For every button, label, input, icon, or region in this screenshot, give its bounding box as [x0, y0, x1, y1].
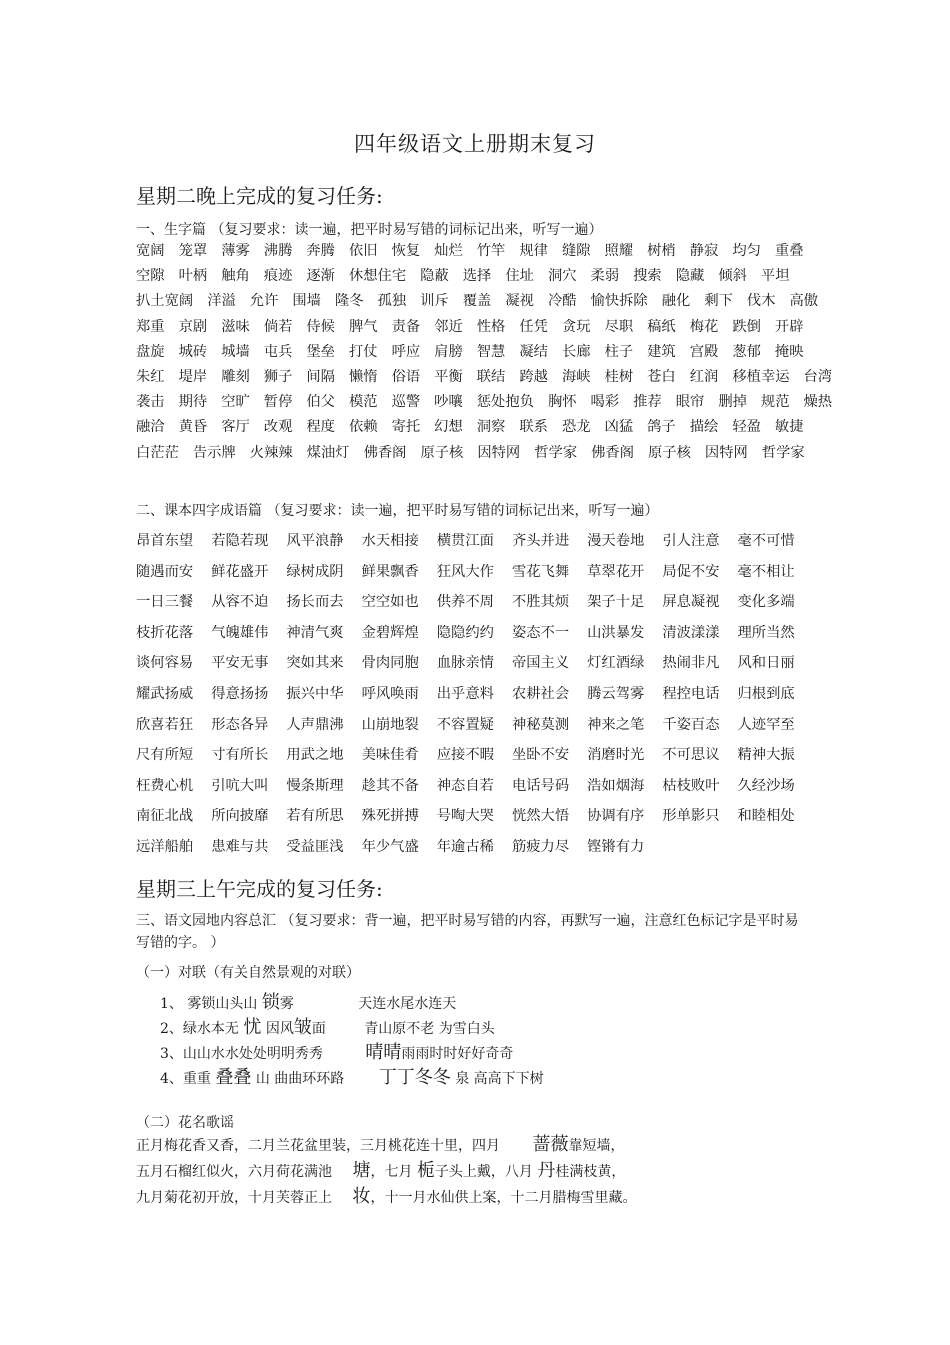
list-item: 覆盖 — [462, 293, 492, 310]
list-item: 敏捷 — [774, 419, 804, 436]
list-item: 尺有所短 — [136, 747, 194, 764]
list-item: 伯父 — [306, 394, 335, 411]
page-title: 四年级语文上册期末复习 — [354, 132, 596, 156]
list-item: 城砖 — [178, 343, 208, 360]
list-item: 煤油灯 — [306, 444, 350, 461]
list-item: 伐木 — [746, 293, 776, 310]
list-item: 隐蔽 — [420, 268, 449, 285]
list-item: 形态各异 — [211, 716, 269, 733]
list-item: 扒土宽阔 — [136, 293, 194, 310]
song-text: 靠短墙， — [568, 1138, 625, 1154]
list-item: 灯红酒绿 — [587, 655, 645, 672]
list-item: 巡警 — [391, 394, 421, 411]
list-item: 触角 — [221, 268, 250, 285]
list-item: 宽阔 — [136, 243, 165, 259]
list-item: 哲学家 — [761, 444, 805, 461]
list-item: 不容置疑 — [436, 716, 494, 733]
list-item: 久经沙场 — [737, 777, 795, 794]
list-item: 跨越 — [519, 369, 548, 386]
list-item: 懒惰 — [348, 369, 378, 386]
list-item: 不胜其烦 — [511, 594, 570, 611]
list-item: 黄昏 — [178, 419, 208, 436]
list-item: 漫天卷地 — [587, 533, 645, 549]
couplet-text: 3、山山水水处处明明秀秀 — [160, 1046, 323, 1062]
list-item: 殊死拼搏 — [361, 808, 419, 825]
list-item: 千姿百态 — [662, 716, 720, 733]
list-item: 移植幸运 — [732, 369, 790, 386]
list-item: 住址 — [505, 268, 534, 285]
list-item: 人声鼎沸 — [286, 716, 344, 733]
list-item: 京剧 — [178, 318, 208, 335]
couplet-text: 1、 雾锁山头山 — [160, 996, 258, 1012]
list-item: 鲜果飘香 — [361, 563, 419, 580]
list-item: 俗语 — [391, 369, 421, 386]
couplet-subheading: （一）对联（有关自然景观的对联） — [136, 965, 360, 981]
list-item: 冷酷 — [547, 293, 577, 310]
list-item: 气魄雄伟 — [211, 624, 269, 641]
list-item: 人迹罕至 — [737, 716, 795, 733]
highlight-char: 蔷薇 — [532, 1134, 569, 1155]
list-item: 海峡 — [561, 369, 591, 386]
list-item: 树梢 — [647, 243, 676, 259]
list-item: 消磨时光 — [587, 747, 645, 764]
couplet-text: 天连水尾水连天 — [358, 996, 457, 1012]
list-item: 剩下 — [704, 293, 733, 310]
highlight-char: 丁丁冬冬 — [378, 1067, 451, 1088]
list-item: 年少气盛 — [361, 838, 419, 855]
highlight-char: 妆 — [352, 1186, 371, 1207]
list-item: 奔腾 — [306, 243, 335, 259]
list-item: 堡垒 — [306, 343, 335, 360]
list-item: 突如其来 — [286, 655, 344, 672]
couplet-text: 泉 高高下下树 — [455, 1071, 544, 1087]
list-item: 佛香阁 — [591, 444, 635, 461]
list-item: 程控电话 — [662, 685, 720, 702]
list-item: 浩如烟海 — [587, 777, 645, 794]
list-item: 欣喜若狂 — [136, 716, 194, 733]
list-item: 帝国主义 — [511, 655, 570, 672]
list-item: 号啕大哭 — [436, 808, 494, 825]
list-item: 笼罩 — [178, 243, 208, 259]
list-item: 屯兵 — [263, 343, 293, 360]
list-item: 平安无事 — [211, 655, 269, 672]
list-item: 铿锵有力 — [587, 838, 645, 855]
list-item: 热闹非凡 — [662, 655, 720, 672]
list-item: 依赖 — [348, 419, 378, 436]
list-item: 惩处抱负 — [476, 394, 534, 411]
couplet-text: 因风 — [265, 1021, 294, 1037]
list-item: 掩映 — [774, 343, 804, 360]
highlight-char: 皱 — [293, 1017, 312, 1038]
list-item: 腾云驾雾 — [587, 685, 645, 702]
list-item: 桂树 — [604, 369, 634, 386]
list-item: 毫不可惜 — [737, 533, 795, 549]
list-item: 风平浪静 — [286, 533, 344, 549]
song-text: 五月石榴红似火，六月荷花满池 — [136, 1164, 332, 1180]
list-item: 原子核 — [420, 444, 464, 461]
list-item: 雕刻 — [221, 369, 250, 386]
list-item: 空隙 — [136, 268, 165, 285]
list-item: 依旧 — [348, 243, 378, 259]
list-item: 高傲 — [789, 293, 819, 310]
list-item: 宫殿 — [689, 343, 719, 360]
list-item: 侍候 — [306, 318, 335, 335]
list-item: 美味佳肴 — [361, 747, 419, 764]
list-item: 风和日丽 — [737, 655, 795, 672]
list-item: 恐龙 — [561, 419, 591, 436]
list-item: 年逾古稀 — [436, 838, 494, 855]
list-item: 喝彩 — [590, 394, 620, 411]
section-1-header: 一、生字篇 （复习要求：读一遍，把平时易写错的词标记出来，听写一遍） — [136, 222, 603, 238]
list-item: 协调有序 — [587, 808, 645, 825]
list-item: 谈何容易 — [136, 655, 194, 672]
list-item: 受益匪浅 — [286, 838, 344, 855]
task-heading-tuesday: 星期二晚上完成的复习任务: — [136, 184, 383, 208]
list-item: 空空如也 — [361, 594, 419, 611]
list-item: 血脉亲情 — [436, 655, 494, 672]
list-item: 远洋船舶 — [136, 838, 194, 855]
couplet-text: 4、重重 — [160, 1071, 211, 1087]
list-item: 搜索 — [633, 268, 662, 285]
list-item: 平衡 — [434, 369, 463, 386]
list-item: 得意扬扬 — [211, 685, 269, 702]
list-item: 滋味 — [221, 318, 250, 335]
song-subheading: （二）花名歌谣 — [136, 1115, 234, 1131]
list-item: 尽职 — [604, 318, 634, 335]
list-item: 电话号码 — [511, 777, 570, 794]
list-item: 照耀 — [604, 243, 634, 259]
couplet-text: 2、绿水本无 — [160, 1021, 239, 1037]
list-item: 一日三餐 — [136, 594, 194, 611]
list-item: 若隐若现 — [211, 533, 269, 549]
couplet-4 — [160, 1063, 544, 1089]
couplet-3 — [160, 1038, 513, 1064]
list-item: 叶柄 — [178, 268, 208, 285]
song-text: 桂满枝黄， — [555, 1164, 626, 1180]
list-item: 农耕社会 — [511, 685, 570, 702]
list-item: 规律 — [519, 243, 548, 259]
list-item: 朱红 — [136, 369, 165, 386]
list-item: 变化多端 — [737, 594, 795, 611]
song-text: 九月菊花初开放，十月芙蓉正上 — [136, 1190, 332, 1206]
list-item: 竹竿 — [476, 243, 506, 259]
list-item: 精神大振 — [737, 747, 795, 764]
list-item: 梅花 — [689, 318, 719, 335]
list-item: 盘旋 — [136, 343, 165, 360]
list-item: 隐藏 — [675, 268, 705, 285]
list-item: 横贯江面 — [436, 533, 494, 549]
song-line-3 — [136, 1184, 636, 1211]
list-item: 改观 — [263, 419, 293, 436]
list-item: 倾斜 — [718, 268, 747, 285]
list-item: 红润 — [689, 369, 719, 386]
list-item: 联系 — [519, 419, 548, 436]
list-item: 痕迹 — [263, 268, 293, 285]
list-item: 围墙 — [292, 293, 321, 310]
list-item: 吵嚷 — [434, 394, 463, 411]
list-item: 胸怀 — [547, 394, 577, 411]
list-item: 稿纸 — [647, 318, 676, 335]
list-item: 佛香阁 — [363, 444, 407, 461]
list-item: 沸腾 — [263, 243, 293, 259]
list-item: 扬长而去 — [286, 594, 344, 611]
list-item: 原子核 — [648, 444, 691, 461]
list-item: 任凭 — [519, 318, 548, 335]
list-item: 燥热 — [803, 394, 833, 411]
list-item: 白茫茫 — [136, 444, 179, 461]
list-item: 呼风唤雨 — [361, 685, 419, 702]
list-item: 城墙 — [221, 343, 250, 360]
list-item: 哲学家 — [534, 444, 578, 461]
list-item: 鸽子 — [647, 419, 676, 436]
list-item: 倘若 — [263, 318, 293, 335]
list-item: 山崩地裂 — [361, 716, 419, 733]
list-item: 隐隐约约 — [436, 624, 494, 641]
list-item: 开辟 — [774, 318, 804, 335]
list-item: 齐头并进 — [511, 533, 570, 549]
list-item: 枉费心机 — [136, 777, 194, 794]
song-line-2 — [136, 1158, 625, 1185]
list-item: 随遇而安 — [136, 563, 194, 580]
list-item: 责备 — [391, 318, 421, 335]
list-item: 休想住宅 — [348, 268, 407, 285]
list-item: 呼应 — [391, 343, 421, 360]
list-item: 供养不周 — [436, 594, 494, 611]
list-item: 凝视 — [505, 293, 534, 310]
list-item: 神清气爽 — [286, 624, 344, 641]
list-item: 幻想 — [434, 419, 463, 436]
highlight-char: 锁 — [261, 992, 280, 1013]
list-item: 薄雾 — [221, 243, 250, 259]
list-item: 骨肉同胞 — [361, 655, 419, 672]
list-item: 删掉 — [718, 394, 747, 411]
list-item: 振兴中华 — [286, 685, 344, 702]
list-item: 融洽 — [136, 419, 165, 436]
list-item: 从容不迫 — [211, 594, 269, 611]
couplet-text: 雨雨时时好好奇奇 — [401, 1046, 514, 1062]
list-item: 寄托 — [391, 419, 421, 436]
list-item: 洞穴 — [547, 268, 577, 285]
song-text: 正月梅花香又香，二月兰花盆里装，三月桃花连十里，四月 — [136, 1138, 500, 1154]
list-item: 洋溢 — [207, 293, 236, 310]
list-item: 选择 — [462, 268, 492, 285]
song-text: ，十一月水仙供上案，十二月腊梅雪里藏。 — [370, 1190, 637, 1206]
couplet-2 — [160, 1013, 495, 1039]
list-item: 孤独 — [377, 293, 407, 310]
list-item: 南征北战 — [136, 808, 194, 825]
list-item: 空旷 — [221, 394, 250, 411]
list-item: 理所当然 — [737, 624, 795, 641]
list-item: 耀武扬威 — [136, 685, 194, 702]
list-item: 规范 — [760, 394, 790, 411]
task-heading-wednesday: 星期三上午完成的复习任务: — [136, 877, 383, 901]
list-item: 火辣辣 — [249, 444, 293, 461]
list-item: 模范 — [348, 394, 378, 411]
couplet-text: 面 — [311, 1021, 326, 1037]
couplet-text: 山 曲曲环环路 — [255, 1071, 345, 1087]
list-item: 慢条斯理 — [286, 777, 344, 794]
list-item: 柔弱 — [590, 268, 620, 285]
list-item: 建筑 — [647, 343, 676, 360]
list-item: 水天相接 — [361, 533, 419, 549]
list-item: 灿烂 — [434, 243, 463, 259]
list-item: 坐卧不安 — [511, 747, 570, 764]
list-item: 隆冬 — [334, 293, 364, 310]
list-item: 凝结 — [519, 343, 548, 360]
list-item: 郑重 — [136, 318, 165, 335]
highlight-char: 晴晴 — [365, 1042, 402, 1063]
highlight-char: 丹 — [537, 1160, 556, 1181]
list-item: 苍白 — [647, 369, 676, 386]
list-item: 恢复 — [391, 243, 421, 259]
list-item: 昂首东望 — [136, 533, 194, 549]
list-item: 告示牌 — [192, 444, 236, 461]
list-item: 出乎意料 — [436, 685, 494, 702]
list-item: 鲜花盛开 — [211, 563, 269, 580]
list-item: 归根到底 — [737, 685, 795, 702]
highlight-char: 塘 — [352, 1160, 371, 1181]
list-item: 肩膀 — [434, 343, 463, 360]
list-item: 愉快拆除 — [590, 293, 648, 310]
idiom-list — [136, 526, 856, 863]
list-item: 枯枝败叶 — [662, 777, 720, 794]
list-item: 恍然大悟 — [511, 808, 570, 825]
list-item: 金碧辉煌 — [361, 624, 419, 641]
list-item: 神秘莫测 — [511, 716, 570, 733]
list-item: 应接不暇 — [436, 747, 494, 764]
list-item: 堤岸 — [178, 369, 208, 386]
list-item: 和睦相处 — [737, 808, 795, 825]
list-item: 静寂 — [689, 243, 719, 259]
section-2-header: 二、课本四字成语篇 （复习要求：读一遍，把平时易写错的词标记出来，听写一遍） — [136, 503, 659, 519]
list-item: 神态自若 — [436, 777, 494, 794]
list-item: 姿态不一 — [511, 624, 570, 641]
list-item: 融化 — [661, 293, 691, 310]
list-item: 雪花飞舞 — [511, 563, 570, 580]
list-item: 推荐 — [633, 394, 662, 411]
list-item: 邻近 — [434, 318, 463, 335]
list-item: 洞察 — [476, 419, 506, 436]
list-item: 轻盈 — [732, 419, 761, 436]
list-item: 智慧 — [476, 343, 506, 360]
list-item: 袭击 — [136, 394, 165, 411]
list-item: 引人注意 — [662, 533, 720, 549]
song-text: 子头上戴，八月 — [434, 1164, 533, 1180]
list-item: 打仗 — [348, 343, 378, 360]
list-item: 用武之地 — [286, 747, 344, 764]
couplet-text: 青山原不老 为雪白头 — [364, 1021, 495, 1037]
list-item: 不可思议 — [662, 747, 720, 764]
list-item: 重叠 — [774, 243, 804, 259]
list-item: 因特网 — [704, 444, 748, 461]
word-list — [136, 239, 856, 466]
highlight-char: 叠叠 — [215, 1067, 252, 1088]
section-3-header: 三、语文园地内容总汇 （复习要求：背一遍，把平时易写错的内容，再默写一遍，注意红色标记字是平时易写错的字。 ） — [136, 913, 799, 951]
list-item: 神来之笔 — [587, 716, 645, 733]
list-item: 平坦 — [760, 268, 790, 285]
couplet-1 — [160, 988, 456, 1014]
list-item: 山洪暴发 — [587, 624, 645, 641]
list-item: 间隔 — [306, 369, 335, 386]
highlight-char: 栀 — [416, 1160, 435, 1181]
list-item: 患难与共 — [211, 838, 269, 855]
list-item: 凶猛 — [604, 419, 634, 436]
list-item: 枝折花落 — [136, 624, 194, 641]
list-item: 架子十足 — [587, 594, 645, 611]
list-item: 允许 — [249, 293, 279, 310]
list-item: 若有所思 — [286, 808, 344, 825]
highlight-char: 忧 — [243, 1017, 262, 1038]
list-item: 毫不相让 — [737, 563, 795, 580]
list-item: 柱子 — [604, 343, 634, 360]
list-item: 描绘 — [689, 419, 719, 436]
list-item: 长廊 — [561, 343, 591, 360]
song-text: ，七月 — [370, 1164, 413, 1180]
list-item: 狮子 — [263, 369, 293, 386]
list-item: 狂风大作 — [436, 563, 494, 580]
list-item: 眼帘 — [675, 394, 705, 411]
list-item: 葱郁 — [732, 343, 761, 360]
list-item: 形单影只 — [662, 808, 720, 825]
list-item: 台湾 — [803, 369, 833, 386]
list-item: 脾气 — [348, 318, 378, 335]
list-item: 因特网 — [477, 444, 521, 461]
list-item: 均匀 — [732, 243, 761, 259]
list-item: 暂停 — [263, 394, 293, 411]
list-item: 逐渐 — [306, 268, 335, 285]
list-item: 贪玩 — [561, 318, 591, 335]
list-item: 训斥 — [420, 293, 449, 310]
list-item: 联结 — [476, 369, 506, 386]
song-line-1 — [136, 1132, 624, 1159]
list-item: 局促不安 — [662, 563, 720, 580]
list-item: 寸有所长 — [211, 747, 269, 764]
list-item: 所向披靡 — [211, 808, 269, 825]
list-item: 屏息凝视 — [662, 594, 720, 611]
list-item: 客厅 — [221, 419, 250, 436]
list-item: 程度 — [306, 419, 335, 436]
list-item: 绿树成阴 — [286, 563, 344, 580]
list-item: 趁其不备 — [361, 777, 419, 794]
list-item: 清波漾漾 — [662, 624, 720, 641]
list-item: 缝隙 — [561, 243, 591, 259]
list-item: 期待 — [178, 394, 208, 411]
list-item: 引吭大叫 — [211, 777, 269, 794]
list-item: 跌倒 — [732, 318, 761, 335]
list-item: 筋疲力尽 — [511, 838, 570, 855]
couplet-text: 雾 — [279, 996, 294, 1012]
list-item: 草翠花开 — [587, 563, 645, 580]
list-item: 性格 — [476, 318, 506, 335]
